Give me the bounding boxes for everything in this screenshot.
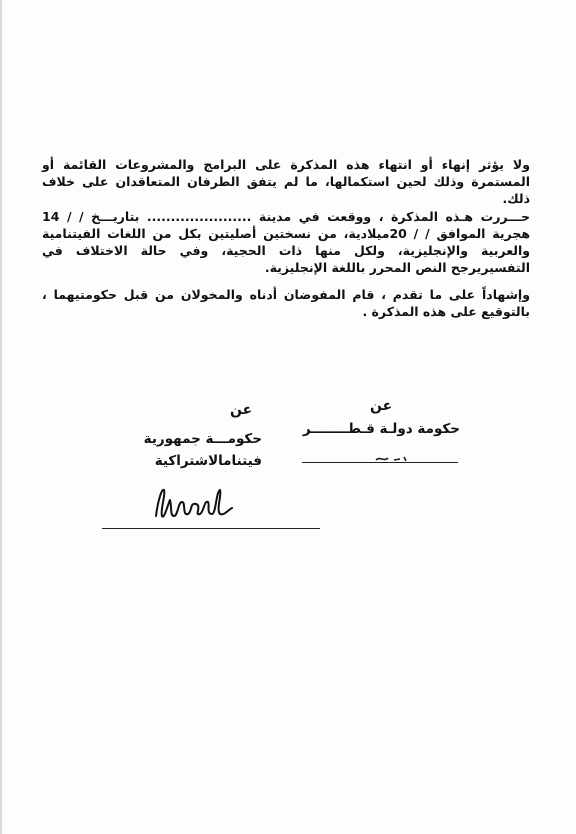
right-government-name: حكومة دولـة قـطــــــــر: [302, 421, 460, 437]
left-government-line1: حكومـــة جمهورية: [143, 431, 262, 447]
termination-paragraph: [42, 156, 530, 207]
left-on-behalf-label: عن: [230, 402, 253, 418]
left-government-name: [112, 428, 262, 472]
paragraph-execution-text: حـــررت هـذه المذكرة ، ووقعت في مدينة ...................... بتاريـــخ / / 14 هجرية الموافق / / 20ميلادية، من نسختين أصليتين بكل من اللغات الفيتنامية والعربية والإنجليزية، ولكل منها ذات الحجية، وفي حالة الاختلاف في التفسيريرجح النص المحرر باللغة الإنجليزية.: [42, 209, 530, 275]
right-initial-mark: [370, 448, 420, 468]
right-on-behalf-label: عن: [370, 398, 393, 414]
handwritten-signature: [150, 480, 240, 530]
paragraph-witness-text: وإشهاداً على ما تقدم ، قام المفوضان أدناه والمخولان من قبل حكومتيهما ، بالتوقيع على هذه المذكرة .: [42, 287, 530, 319]
left-government-line2: فيتنامالاشتراكية: [154, 453, 262, 469]
paragraph-termination-text: ولا يؤثر إنهاء أو انتهاء هذه المذكرة على البرامج والمشروعات القائمة أو المستمرة وذلك لحين استكمالها، ما لم يتفق الطرفان المتعاقدان على خلاف ذلك.: [42, 157, 530, 206]
witness-paragraph: [42, 286, 530, 320]
left-signature-line: [102, 528, 320, 529]
execution-paragraph: [42, 208, 530, 276]
